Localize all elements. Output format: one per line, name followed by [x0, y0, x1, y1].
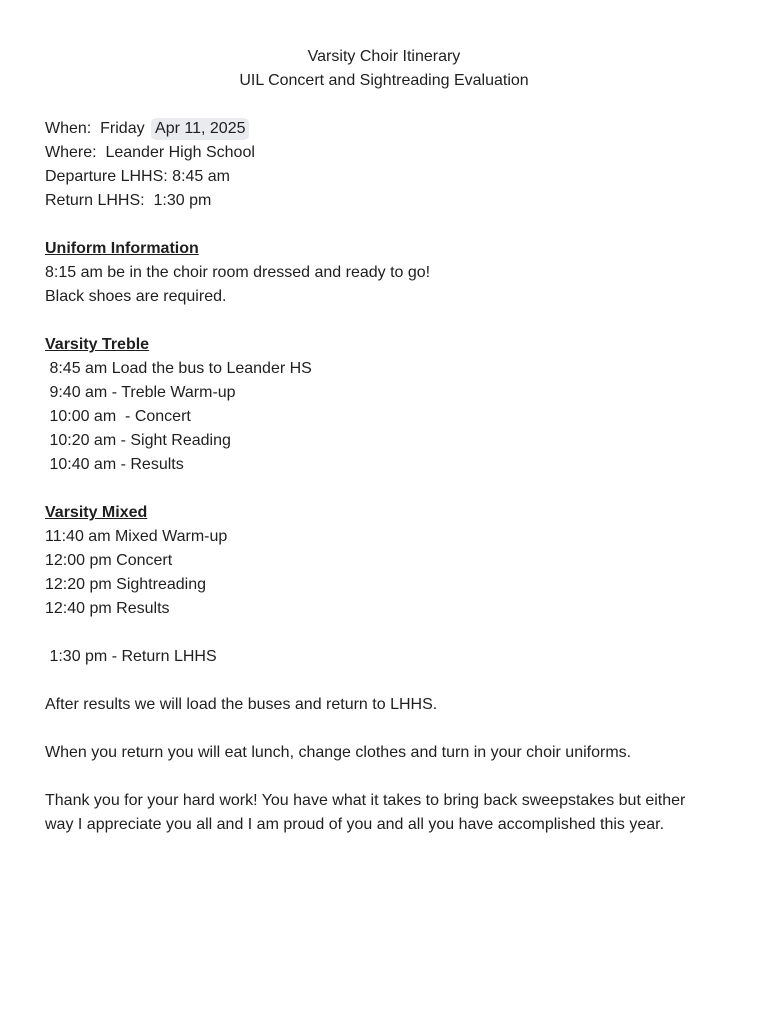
return-instructions-note: When you return you will eat lunch, change clothes and turn in your choir uniforms. [45, 744, 632, 761]
departure-line: Departure LHHS: 8:45 am [45, 168, 230, 185]
mixed-schedule-item: 11:40 am Mixed Warm-up [45, 528, 228, 545]
uniform-heading: Uniform Information [45, 240, 199, 257]
treble-schedule-item: 8:45 am Load the bus to Leander HS [45, 360, 312, 377]
uniform-line: 8:15 am be in the choir room dressed and ready to go! [45, 264, 431, 281]
document-title: Varsity Choir Itinerary [307, 48, 461, 65]
treble-schedule-item: 9:40 am - Treble Warm-up [45, 384, 236, 401]
document-subtitle: UIL Concert and Sightreading Evaluation [239, 72, 529, 89]
event-details [45, 117, 725, 213]
spacer [45, 477, 725, 501]
when-label: When: Friday [45, 120, 145, 137]
title-block [45, 45, 723, 93]
where-line: Where: Leander High School [45, 144, 255, 161]
mixed-heading: Varsity Mixed [45, 504, 148, 521]
spacer [45, 765, 725, 789]
treble-schedule-item: 10:00 am - Concert [45, 408, 191, 425]
treble-heading: Varsity Treble [45, 336, 150, 353]
uniform-section [45, 237, 725, 309]
document-page [45, 45, 725, 837]
treble-schedule-item: 10:20 am - Sight Reading [45, 432, 231, 449]
spacer [45, 213, 725, 237]
spacer [45, 621, 725, 645]
mixed-section [45, 501, 725, 621]
spacer [45, 717, 725, 741]
return-line: Return LHHS: 1:30 pm [45, 192, 212, 209]
treble-section [45, 333, 725, 477]
date-chip[interactable]: Apr 11, 2025 [151, 118, 249, 140]
uniform-line: Black shoes are required. [45, 288, 227, 305]
thank-you-note: Thank you for your hard work! You have what it takes to bring back sweepstakes but either way I appreciate you all and I am proud of you and all you have accomplished this year. [45, 792, 686, 833]
mixed-schedule-item: 12:40 pm Results [45, 600, 170, 617]
mixed-schedule-item: 12:20 pm Sightreading [45, 576, 206, 593]
when-line [45, 117, 725, 141]
return-schedule-line: 1:30 pm - Return LHHS [45, 648, 217, 665]
mixed-schedule-item: 12:00 pm Concert [45, 552, 173, 569]
treble-schedule-item: 10:40 am - Results [45, 456, 184, 473]
spacer [45, 309, 725, 333]
spacer [45, 669, 725, 693]
after-results-note: After results we will load the buses and return to LHHS. [45, 696, 438, 713]
